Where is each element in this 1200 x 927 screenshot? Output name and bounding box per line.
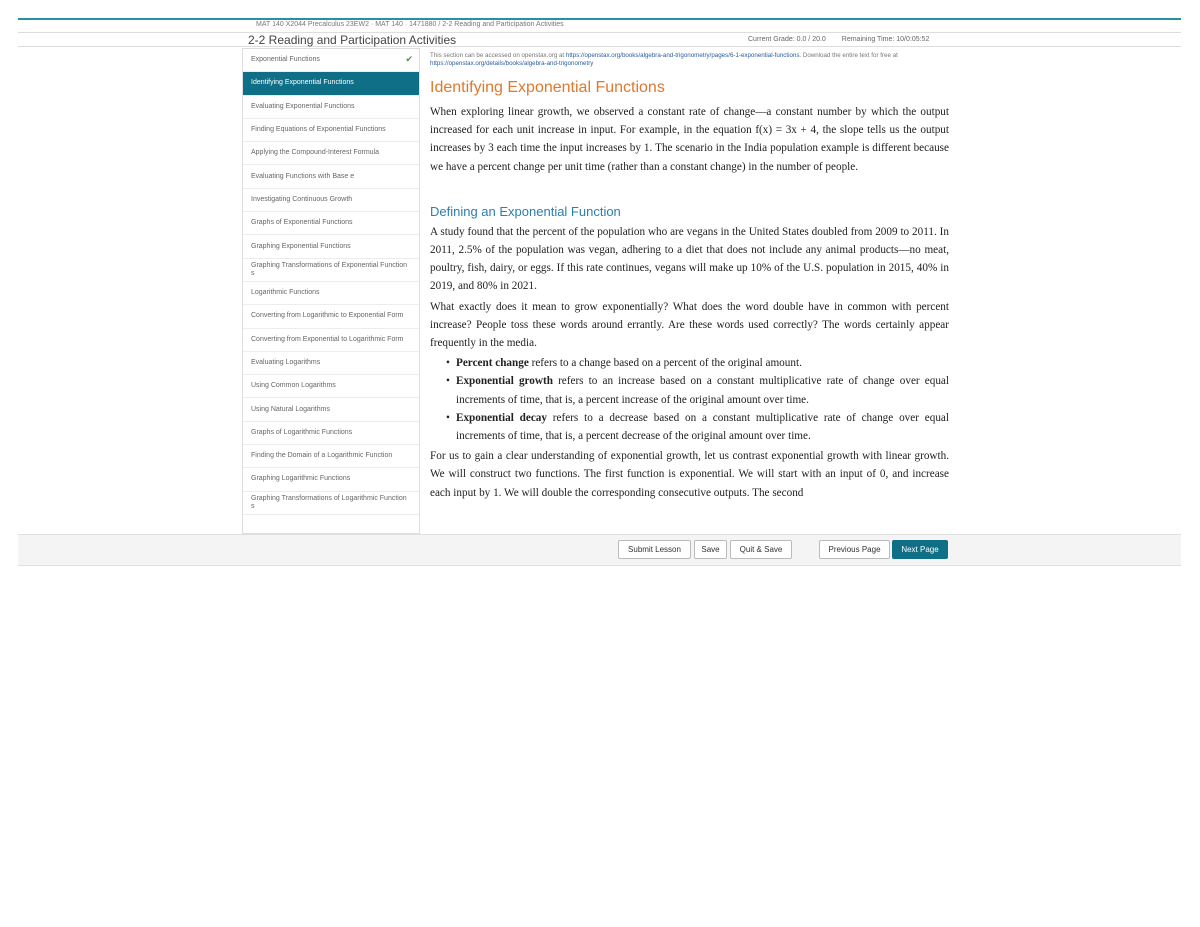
- subsection-heading: Defining an Exponential Function: [430, 203, 621, 219]
- access-note-mid: . Download the entire text for free at: [799, 52, 898, 59]
- next-page-button[interactable]: Next Page: [892, 540, 948, 559]
- sidebar-item-label: Graphs of Logarithmic Functions: [251, 428, 353, 436]
- sidebar-item-evaluating-logarithms[interactable]: [243, 352, 419, 375]
- vegan-study-paragraph: A study found that the percent of the population who are vegans in the United States doubled from 2009 to 2011. In 2011, 2.5% of the population was vegan, adhering to a diet that does not include any animal products—no meat, poultry, fish, dairy, or eggs. If this rate continues, vegans will make up 10% of the U.S. population in 2015, 40% in 2019, and 80% in 2021.: [430, 225, 949, 293]
- access-note-prefix: This section can be accessed on openstax.org at: [430, 52, 566, 59]
- sidebar-item-graphs-logarithmic[interactable]: [243, 422, 419, 445]
- title-bar: [18, 32, 1181, 47]
- list-item: [446, 372, 949, 408]
- contrast-paragraph: For us to gain a clear understanding of exponential growth, let us contrast exponential growth with linear growth. We will construct two functions. The first function is exponential. We will start with an input of 0, and increase each input by 1. We will double the corresponding consecutive outputs. The second: [430, 450, 949, 499]
- sidebar-item-label: Evaluating Functions with Base e: [251, 172, 355, 180]
- sidebar-item-graphs-exponential[interactable]: [243, 212, 419, 235]
- openstax-book-link[interactable]: https://openstax.org/details/books/algebra-and-trigonometry: [430, 59, 594, 67]
- sidebar-item-label: Using Common Logarithms: [251, 382, 336, 390]
- sidebar-item-label: Logarithmic Functions: [251, 289, 320, 297]
- sidebar-item-finding-equations[interactable]: [243, 119, 419, 142]
- breadcrumb[interactable]: MAT 140 X2044 Precalculus 23EW2 · MAT 140 · 1471880 / 2-2 Reading and Participation Activities: [256, 21, 564, 28]
- sidebar-item-label: Exponential Functions: [251, 56, 320, 64]
- definitions-list: [430, 354, 949, 445]
- definition-text: refers to a change based on a percent of the original amount.: [528, 357, 802, 370]
- grade-info: [748, 36, 943, 43]
- sidebar-item-exp-to-log[interactable]: [243, 329, 419, 352]
- sidebar-item-label: Investigating Continuous Growth: [251, 195, 353, 203]
- sidebar-item-graphing-exponential[interactable]: [243, 235, 419, 258]
- sidebar-item-identifying-exponential-functions[interactable]: [243, 72, 419, 95]
- check-icon: ✔: [405, 54, 413, 64]
- grow-exponentially-paragraph: What exactly does it mean to grow exponentially? What does the word double have in common with percent increase? People toss these words around errantly. Are these words used correctly? The words certainly appear frequently in the media.: [430, 300, 949, 350]
- sidebar-item-label: Graphing Transformations of Logarithmic Function s: [251, 494, 407, 510]
- sidebar-item-compound-interest[interactable]: [243, 142, 419, 165]
- sidebar-item-label: Graphing Logarithmic Functions: [251, 475, 351, 483]
- current-grade: Current Grade: 0.0 / 20.0: [748, 36, 826, 43]
- openstax-page-link[interactable]: https://openstax.org/books/algebra-and-trigonometry/pages/6-1-exponential-functions: [565, 52, 800, 59]
- sidebar-item-label: Graphs of Exponential Functions: [251, 219, 353, 227]
- lesson-sidebar: [242, 48, 420, 534]
- sidebar-item-label: Identifying Exponential Functions: [251, 79, 354, 87]
- term-exponential-growth: Exponential growth: [456, 375, 553, 388]
- sidebar-item-graphing-logarithmic[interactable]: [243, 468, 419, 491]
- top-accent-rule: [18, 18, 1181, 20]
- submit-lesson-button[interactable]: Submit Lesson: [618, 540, 691, 559]
- remaining-time: Remaining Time: 10/0:05:52: [841, 36, 930, 43]
- sidebar-item-evaluating-exponential-functions[interactable]: [243, 96, 419, 119]
- term-percent-change: Percent change: [456, 357, 529, 370]
- definition-text: refers to an increase based on a constant multiplicative rate of change over equal increments of time, that is, a percent increase of the original amount over time.: [456, 375, 950, 406]
- sidebar-item-domain-logarithmic[interactable]: [243, 445, 419, 468]
- sidebar-item-exponential-functions[interactable]: [243, 49, 419, 72]
- sidebar-item-log-to-exp[interactable]: [243, 305, 419, 328]
- lesson-content: [421, 48, 959, 534]
- list-item: [446, 354, 949, 372]
- quit-save-button[interactable]: Quit & Save: [730, 540, 792, 559]
- sidebar-item-continuous-growth[interactable]: [243, 189, 419, 212]
- access-note: [430, 52, 949, 67]
- intro-paragraph: When exploring linear growth, we observed a constant rate of change—a constant number by which the output increased for each unit increase in input. For example, in the equation f(x) = 3x + 4, the slope tells us the output increases by 3 each time the input increases by 1. The scenario in the India population example is different because we have a percent change per unit time (rather than a constant change) in the number of people.: [430, 106, 949, 173]
- sidebar-item-common-logarithms[interactable]: [243, 375, 419, 398]
- previous-page-button[interactable]: Previous Page: [819, 540, 890, 559]
- sidebar-item-logarithmic-functions[interactable]: [243, 282, 419, 305]
- sidebar-item-natural-logarithms[interactable]: [243, 398, 419, 421]
- sidebar-item-transformations-exponential[interactable]: [243, 259, 419, 282]
- sidebar-item-transformations-logarithmic[interactable]: [243, 492, 419, 515]
- sidebar-item-label: Graphing Exponential Functions: [251, 242, 351, 250]
- sidebar-item-label: Evaluating Exponential Functions: [251, 102, 355, 110]
- term-exponential-decay: Exponential decay: [456, 411, 547, 424]
- sidebar-item-base-e[interactable]: [243, 165, 419, 188]
- sidebar-item-label: Converting from Exponential to Logarithmic Form: [251, 335, 404, 343]
- footer-toolbar: [18, 534, 1181, 566]
- sidebar-item-label: Graphing Transformations of Exponential Function s: [251, 261, 408, 277]
- page-title: 2-2 Reading and Participation Activities: [248, 33, 457, 47]
- sidebar-item-label: Applying the Compound-Interest Formula: [251, 149, 380, 157]
- definition-text: refers to a decrease based on a constant multiplicative rate of change over equal increments of time, that is, a percent decrease of the original amount over time.: [456, 411, 949, 443]
- sidebar-item-label: Using Natural Logarithms: [251, 405, 330, 413]
- list-item: [446, 409, 949, 445]
- section-heading: Identifying Exponential Functions: [430, 79, 665, 96]
- save-button[interactable]: Save: [694, 540, 727, 559]
- sidebar-item-label: Finding Equations of Exponential Functions: [251, 126, 386, 134]
- sidebar-item-label: Finding the Domain of a Logarithmic Function: [251, 452, 393, 460]
- sidebar-item-label: Converting from Logarithmic to Exponential Form: [251, 312, 404, 320]
- sidebar-item-label: Evaluating Logarithms: [251, 359, 321, 366]
